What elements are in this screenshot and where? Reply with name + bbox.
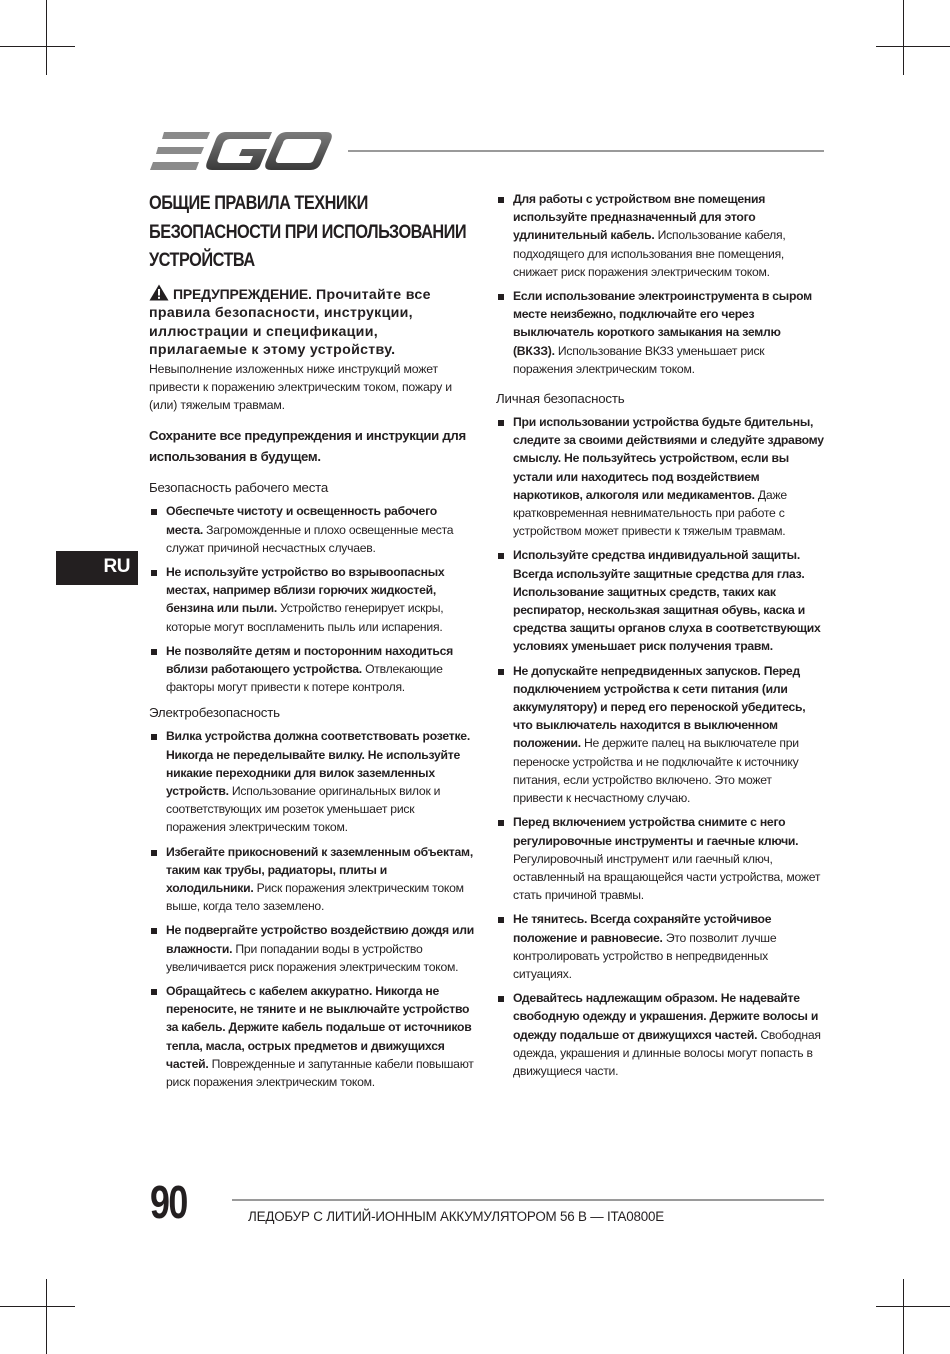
list-item: Не используйте устройство во взрывоопасных местах, например вблизи горючих жидкостей, бензина или пыли. Устройство генерирует искры, которые могут воспламенить пыль или испарения. [149,563,475,636]
crop-mark [0,46,75,47]
list-item: Перед включением устройства снимите с него регулировочные инструменты и гаечные ключи. Регулировочный инструмент или гаечный ключ, оставленный на вращающейся части устройства, может стать причиной травмы. [496,813,824,904]
left-column [149,190,475,1099]
list-item: Не допускайте непредвиденных запусков. Перед подключением устройства к сети питания (или аккумулятору) и перед его переноской убедитесь, что выключатель находится в выключенном положении. Не держите палец на выключателе при переноске устройства и не подключайте к источнику питания, если устройство включено. Это может привести к несчастному случаю. [496,662,824,808]
crop-mark [0,1306,75,1307]
personal-safety-heading: Личная безопасность [496,391,625,407]
list-item: Если использование электроинструмента в сыром месте неизбежно, подключайте его через выключатель короткого замыкания на землю (ВКЗЗ). Использование ВКЗЗ уменьшает риск поражения электрическим током. [496,287,824,378]
ego-logo [150,130,332,172]
work-area-heading: Безопасность рабочего места [149,480,329,496]
list-item: Не позволяйте детям и посторонним находиться вблизи работающего устройства. Отвлекающие факторы могут привести к потере контроля. [149,642,475,697]
electrical-heading: Электробезопасность [149,705,280,721]
footer-product-title: ЛЕДОБУР С ЛИТИЙ-ИОННЫМ АККУМУЛЯТОРОМ 56 В — ITA0800E [248,1209,664,1224]
list-item: Не подвергайте устройство воздействию дождя или влажности. При попадании воды в устройство увеличивается риск поражения электрическим током. [149,921,475,976]
personal-safety-list [496,413,824,1080]
list-item: Избегайте прикосновений к заземленным объектам, таким как трубы, радиаторы, плиты и холодильники. Риск поражения электрическим током выше, когда тело заземлено. [149,843,475,916]
language-tab [56,551,138,585]
list-item: Не тянитесь. Всегда сохраняйте устойчивое положение и равновесие. Это позволит лучше контролировать устройство в непредвиденных ситуациях. [496,910,824,983]
language-tab-label: RU [103,556,130,577]
crop-mark [876,1306,950,1307]
save-instructions-note: Сохраните все предупреждения и инструкции для использования в будущем. [149,428,466,464]
warning-label: ПРЕДУПРЕЖДЕНИЕ. [173,285,312,302]
section-title-line: БЕЗОПАСНОСТИ ПРИ ИСПОЛЬЗОВАНИИ [149,221,467,243]
crop-mark [46,1279,47,1354]
crop-mark [903,1279,904,1354]
crop-mark [903,0,904,75]
electrical-list [149,727,475,1091]
page-number: 90 [150,1176,187,1228]
section-title-line: ОБЩИЕ ПРАВИЛА ТЕХНИКИ [149,193,368,214]
warning-text: Невыполнение изложенных ниже инструкций может привести к поражению электрическим током, пожару и (или) тяжелым травмам. [149,361,452,413]
crop-mark [46,0,47,75]
list-item: Одевайтесь надлежащим образом. Не надевайте свободную одежду и украшения. Держите волосы и одежду подальше от движущихся частей. Свободная одежда, украшения и длинные волосы могут попасть в движущиеся части. [496,989,824,1080]
list-item: Обращайтесь с кабелем аккуратно. Никогда не переносите, не тяните и не выключайте устройство за кабель. Держите кабель подальше от источников тепла, масла, острых предметов и движущихся частей. Поврежденные и запутанные кабели повышают риск поражения электрическим током. [149,982,475,1091]
section-title-line: УСТРОЙСТВА [149,250,255,271]
list-item: При использовании устройства будьте бдительны, следите за своими действиями и следуйте здравому смыслу. Не пользуйтесь устройством, если вы устали или находитесь под воздействием наркотиков, алкоголя или медикаментов. Даже кратковременная невнимательность при работе с устройством может привести к тяжелым травмам. [496,413,824,540]
work-area-list [149,502,475,696]
list-item: Вилка устройства должна соответствовать розетке. Никогда не переделывайте вилку. Не используйте никакие переходники для вилок заземленных устройств. Использование оригинальных вилок и соответствующих им розеток уменьшает риск поражения электрическим током. [149,727,475,836]
crop-mark [876,46,950,47]
footer-rule [232,1199,824,1201]
warning-triangle-icon [149,284,169,301]
list-item: Обеспечьте чистоту и освещенность рабочего места. Загроможденные и плохо освещенные места служат причиной несчастных случаев. [149,502,475,557]
header-rule [348,150,824,152]
section-title [149,190,476,276]
list-item: Для работы с устройством вне помещения используйте предназначенный для этого удлинительный кабель. Использование кабеля, подходящего для использования вне помещения, снижает риск поражения электрическим током. [496,190,824,281]
electrical-list-continued [496,190,824,378]
warning-block [149,284,475,360]
warning-bold-text: Прочитайте все правила безопасности, инструкции, иллюстрации и спецификации, прилагаемые к этому устройству. [149,286,431,358]
list-item: Используйте средства индивидуальной защиты. Всегда используйте защитные средства для глаз. Использование защитных средств, таких как респиратор, нескользкая защитная обувь, каска и средства защиты органов слуха в соответствующих условиях уменьшает риск получения травм. [496,546,824,655]
right-column [496,190,824,1088]
